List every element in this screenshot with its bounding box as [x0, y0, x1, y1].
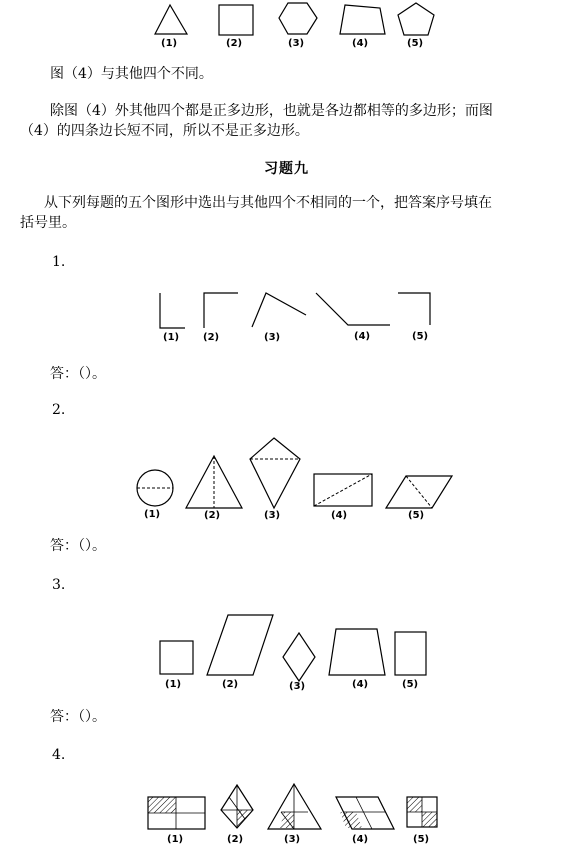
p3-label-3: (3) [289, 681, 306, 692]
p3-label-1: (1) [165, 679, 182, 690]
p4-label-5: (5) [413, 834, 430, 845]
problem-3-number: 3. [52, 577, 66, 593]
example-explanation-line1: 除图（4）外其他四个都是正多边形，也就是各边都相等的多边形；而图 [50, 103, 493, 119]
problem-2-figures [0, 432, 573, 522]
problem-2-answer: 答：（）。 [50, 538, 106, 554]
example-figures [0, 0, 573, 50]
p1-shape-3 [252, 293, 306, 327]
example-trapezoid [340, 5, 385, 34]
p3-shape-3 [283, 633, 315, 681]
problem-1-number: 1. [52, 254, 66, 270]
p1-label-2: (2) [203, 332, 220, 343]
p1-label-4: (4) [354, 331, 371, 342]
p3-label-4: (4) [352, 679, 369, 690]
p4-shape-5 [407, 797, 437, 827]
example-hexagon [279, 3, 317, 34]
example-square [219, 5, 253, 35]
p3-shape-1 [160, 641, 193, 674]
p1-shape-2 [204, 293, 238, 328]
problem-1-answer: 答：（）。 [50, 366, 106, 382]
p4-label-3: (3) [284, 834, 301, 845]
problem-4-figures [0, 780, 573, 850]
p4-shape-4 [336, 797, 394, 829]
p3-label-5: (5) [402, 679, 419, 690]
section-title: 习题九 [264, 161, 309, 177]
example-statement: 图（4）与其他四个不同。 [50, 66, 213, 82]
p2-label-1: (1) [144, 509, 161, 520]
p2-label-4: (4) [331, 510, 348, 521]
example-label-5: (5) [407, 38, 424, 49]
p3-shape-5 [395, 632, 426, 675]
problem-1-figures [0, 285, 573, 345]
p3-shape-4 [329, 629, 385, 675]
p2-label-2: (2) [204, 510, 221, 521]
example-label-4: (4) [352, 38, 369, 49]
example-pentagon [398, 3, 434, 35]
problem-2-number: 2. [52, 402, 66, 418]
p3-shape-2 [207, 615, 273, 675]
p1-label-1: (1) [163, 332, 180, 343]
p2-shape-3 [250, 438, 300, 508]
p4-label-4: (4) [352, 834, 369, 845]
example-explanation-line2: （4）的四条边长短不同，所以不是正多边形。 [20, 123, 309, 139]
example-triangle [155, 5, 187, 34]
p3-label-2: (2) [222, 679, 239, 690]
example-label-2: (2) [226, 38, 243, 49]
p2-label-3: (3) [264, 510, 281, 521]
p4-shape-2 [221, 785, 253, 828]
example-label-1: (1) [161, 38, 178, 49]
p4-label-2: (2) [227, 834, 244, 845]
p2-label-5: (5) [408, 510, 425, 521]
instruction-line1: 从下列每题的五个图形中选出与其他四个不相同的一个，把答案序号填在 [44, 195, 492, 211]
problem-3-figures [0, 605, 573, 695]
p4-shape-3 [268, 784, 321, 829]
p1-label-3: (3) [264, 332, 281, 343]
p1-label-5: (5) [412, 331, 429, 342]
problem-4-number: 4. [52, 747, 66, 763]
p4-shape-1 [148, 797, 205, 829]
p4-label-1: (1) [167, 834, 184, 845]
example-label-3: (3) [288, 38, 305, 49]
instruction-line2: 括号里。 [20, 215, 76, 231]
p1-shape-5 [398, 293, 430, 325]
p1-shape-1 [160, 293, 185, 328]
problem-3-answer: 答：（）。 [50, 709, 106, 725]
p1-shape-4 [316, 293, 390, 325]
